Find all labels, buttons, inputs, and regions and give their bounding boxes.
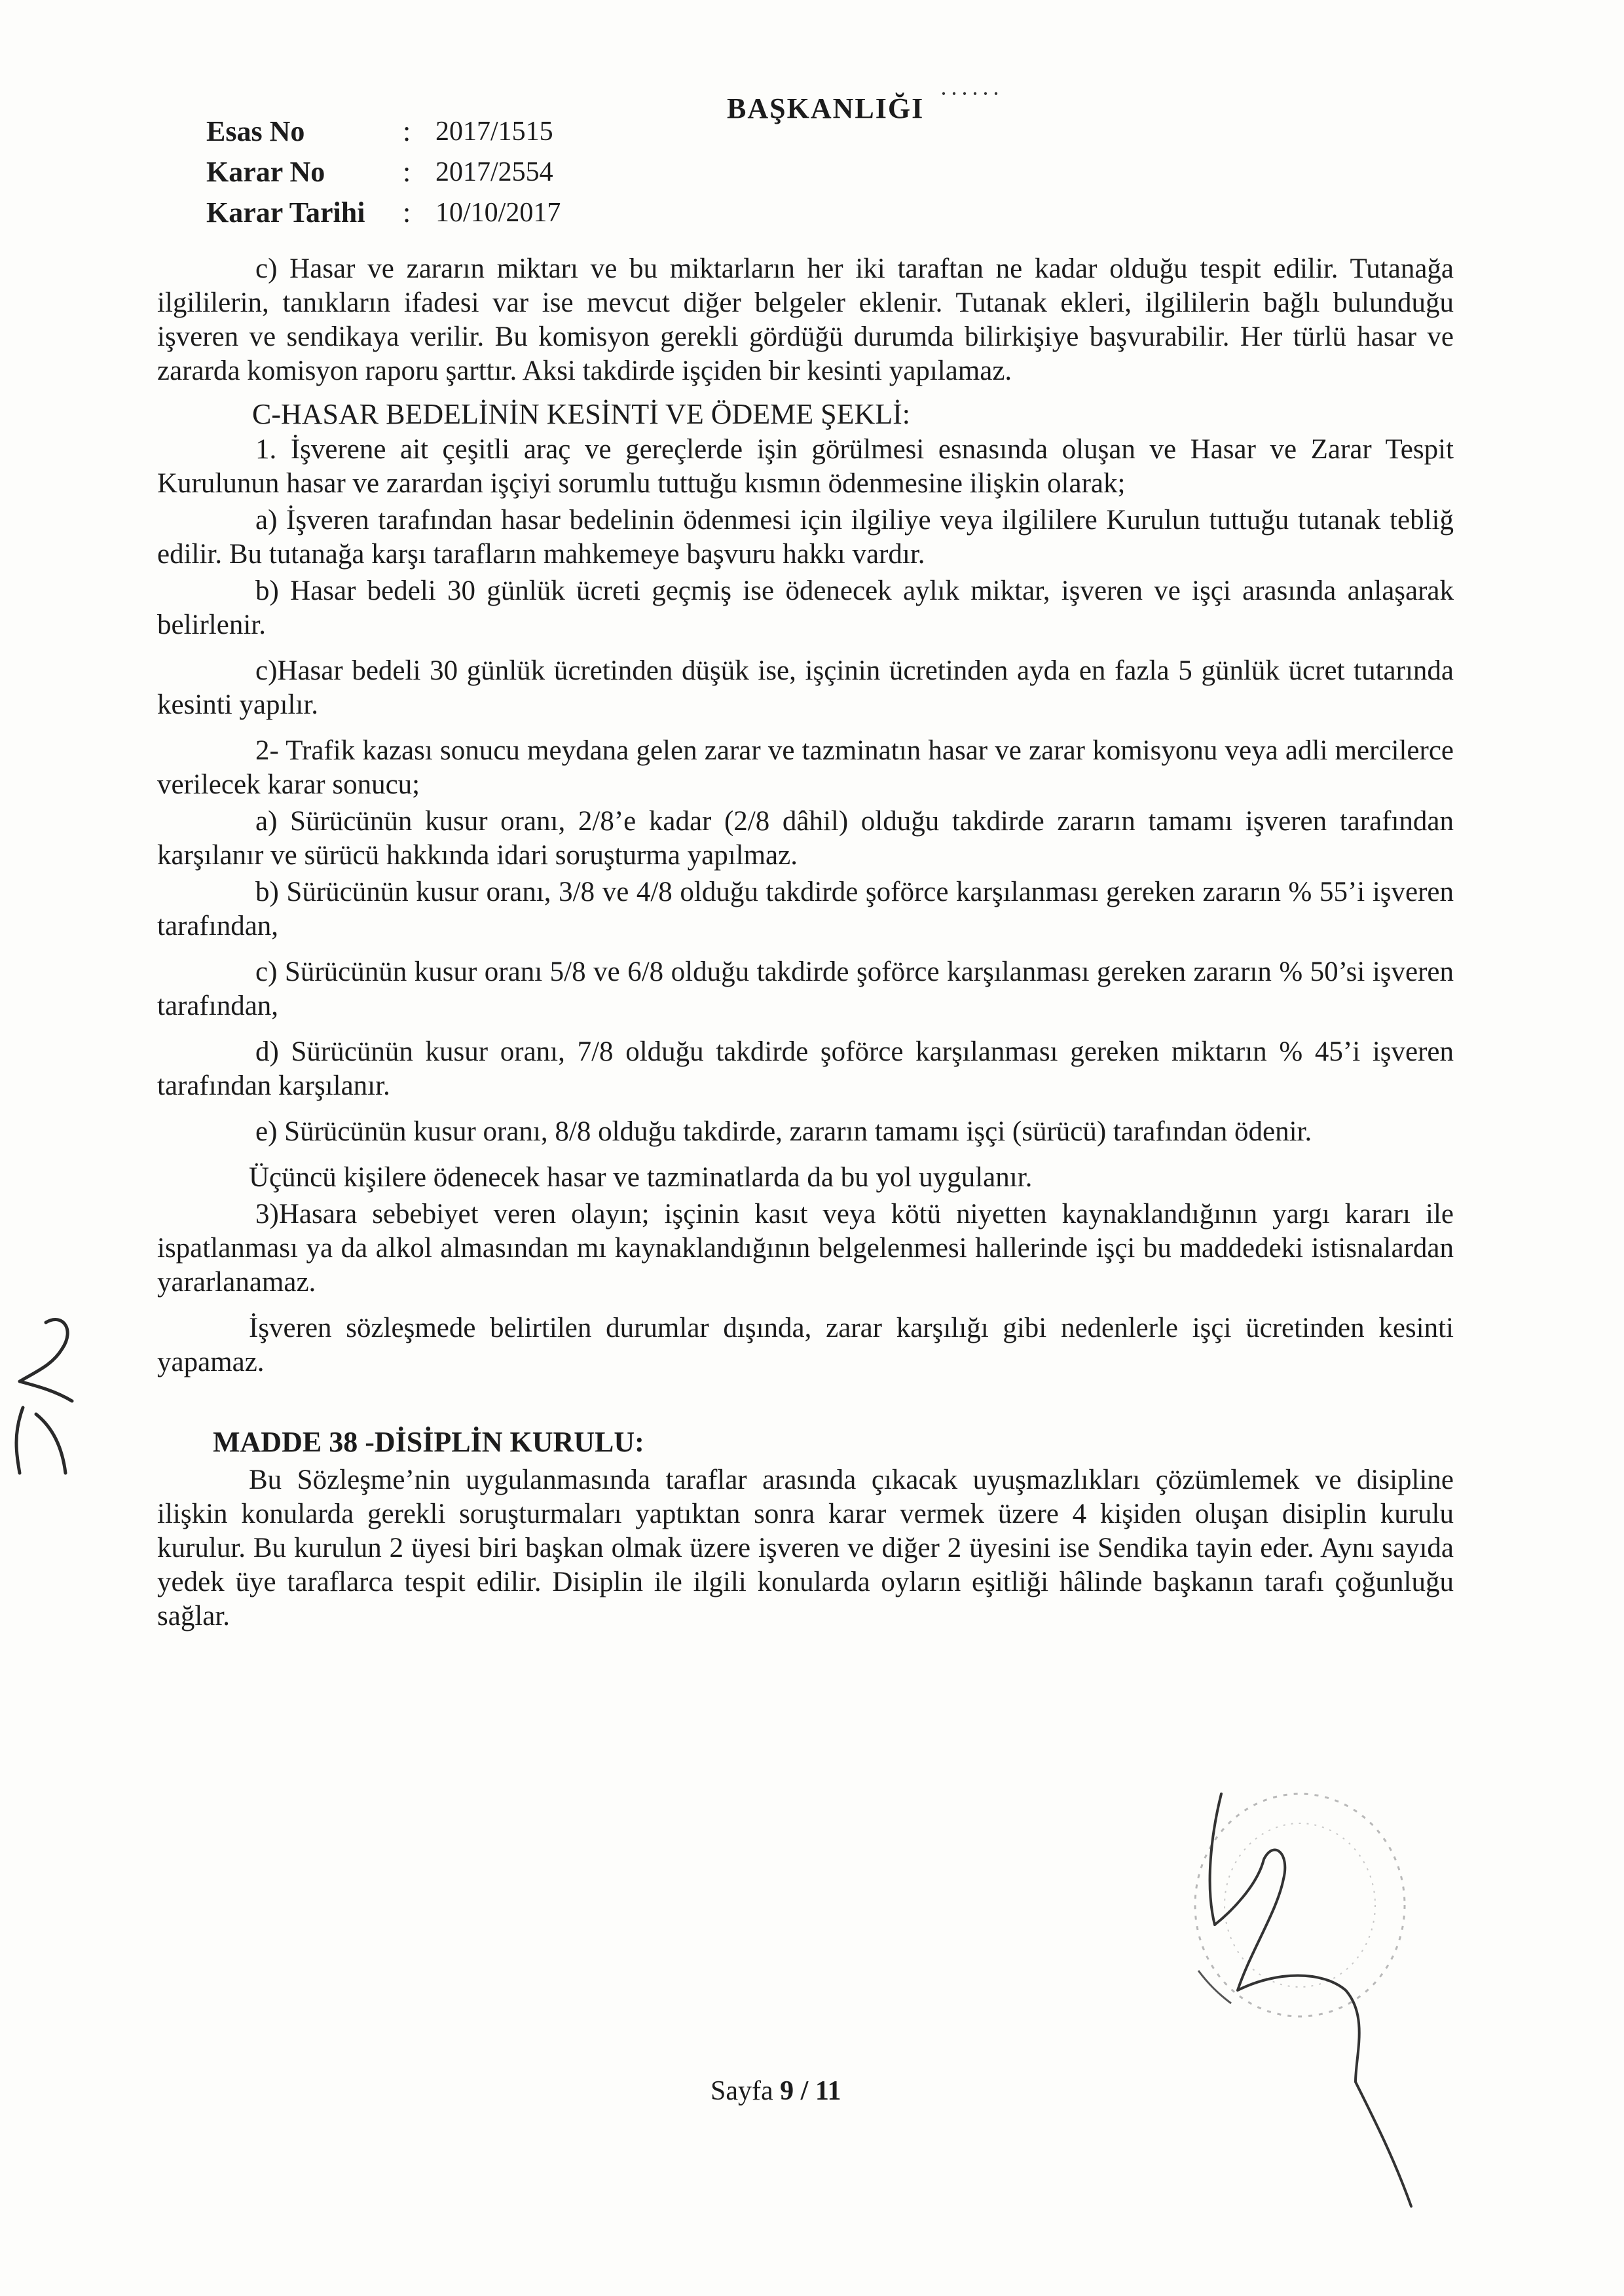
decision-date-row: [206, 192, 561, 233]
document-body: [157, 252, 1454, 1636]
case-number-label: Esas No: [206, 115, 305, 147]
paragraph-item-1c: c)Hasar bedeli 30 günlük ücretinden düşük ise, işçinin ücretinden ayda en fazla 5 günlük ücret tutarında kesinti yapılır.: [157, 655, 1454, 720]
paragraph-item-2c: c) Sürücünün kusur oranı 5/8 ve 6/8 olduğu takdirde şoförce karşılanması gereken zararın % 50’si işveren tarafından,: [157, 957, 1454, 1021]
stamp-signature: [1159, 1755, 1434, 2213]
page-sep: /: [794, 2076, 815, 2106]
paragraph-item-2e: e) Sürücünün kusur oranı, 8/8 olduğu takdirde, zararın tamamı işçi (sürücü) tarafından ödenir.: [255, 1116, 1312, 1147]
page-current: 9: [780, 2076, 794, 2106]
paragraph-madde-38: Bu Sözleşme’nin uygulanmasında taraflar arasında çıkacak uyuşmazlıkları çözümlemek ve disipline ilişkin konularda gerekli soruşturmaları yaptıktan sonra karar vermek üzere 4 kişiden oluşan disiplin kurulu kurulur. Bu kurulun 2 üyesi biri başkan olmak üzere işveren ve diğer 2 üyesini ise Sendika tayin eder. Aynı sayıda yedek üye taraflarca tespit edilir. Disiplin ile ilgili konularda oyların eşitliği hâlinde başkanın tarafı çoğunluğu sağlar.: [157, 1465, 1454, 1631]
decision-date-label: Karar Tarihi: [206, 196, 365, 228]
decision-number-label: Karar No: [206, 156, 325, 188]
office-title: BAŞKANLIĞI: [727, 92, 925, 124]
paragraph-c: c) Hasar ve zararın miktarı ve bu miktarların her iki taraftan ne kadar olduğu tespit edilir. Tutanağa ilgililerin, tanıkların ifadesi var ise mevcut diğer belgeler eklenir. Tutanak ekleri, ilgililerin bağlı bulunduğu işveren ve sendikaya verilir. Bu komisyon gerekli gördüğü durumda bilirkişiye başvurabilir. Her türlü hasar ve zararda komisyon raporu şarttır. Aksi takdirde işçiden bir kesinti yapılamaz.: [157, 253, 1454, 386]
margin-initial-signature: [0, 1309, 105, 1480]
paragraph-item-2d: d) Sürücünün kusur oranı, 7/8 olduğu takdirde şoförce karşılanması gereken miktarın % 45’i işveren tarafından karşılanır.: [157, 1036, 1454, 1101]
paragraph-item-2: 2- Trafik kazası sonucu meydana gelen zarar ve tazminatın hasar ve zarar komisyonu veya adli mercilerce verilecek karar sonucu;: [157, 735, 1454, 800]
decision-date-sep: :: [403, 196, 411, 228]
case-number-sep: :: [403, 115, 411, 147]
header-top-mark: ······: [940, 81, 1003, 107]
paragraph-item-2a: a) Sürücünün kusur oranı, 2/8’e kadar (2/8 dâhil) olduğu takdirde zararın tamamı işveren tarafından karşılanır ve sürücü hakkında idari soruşturma yapılmaz.: [157, 806, 1454, 871]
decision-number-value: 2017/2554: [435, 157, 553, 187]
paragraph-item-2b: b) Sürücünün kusur oranı, 3/8 ve 4/8 olduğu takdirde şoförce karşılanması gereken zararın % 55’i işveren tarafından,: [157, 877, 1454, 941]
page-number: [710, 2075, 841, 2107]
decision-number-sep: :: [403, 156, 411, 188]
madde-38-title: MADDE 38 -DİSİPLİN KURULU:: [213, 1426, 644, 1458]
paragraph-employer-note: İşveren sözleşmede belirtilen durumlar dışında, zarar karşılığı gibi nedenlerle işçi ücretinden kesinti yapamaz.: [157, 1313, 1454, 1377]
decision-number-row: [206, 152, 561, 192]
section-c-title: C-HASAR BEDELİNİN KESİNTİ VE ÖDEME ŞEKLİ:: [252, 398, 910, 430]
paragraph-item-1b: b) Hasar bedeli 30 günlük ücreti geçmiş ise ödenecek aylık miktar, işveren ve işçi arasında anlaşarak belirlenir.: [157, 575, 1454, 640]
page-prefix: Sayfa: [710, 2076, 781, 2106]
case-header: [206, 111, 561, 233]
case-number-value: 2017/1515: [435, 117, 553, 147]
page-total: 11: [815, 2076, 841, 2106]
paragraph-item-1: 1. İşverene ait çeşitli araç ve gereçlerde işin görülmesi esnasında oluşan ve Hasar ve Zarar Tespit Kurulunun hasar ve zarardan işçiyi sorumlu tuttuğu kısmın ödenmesine ilişkin olarak;: [157, 434, 1454, 499]
paragraph-item-1a: a) İşveren tarafından hasar bedelinin ödenmesi için ilgiliye veya ilgililere Kurulun tuttuğu tutanak tebliğ edilir. Bu tutanağa karşı tarafların mahkemeye başvuru hakkı vardır.: [157, 505, 1454, 570]
decision-date-value: 10/10/2017: [435, 198, 561, 228]
paragraph-third-parties: Üçüncü kişilere ödenecek hasar ve tazminatlarda da bu yol uygulanır.: [249, 1162, 1033, 1193]
paragraph-item-3: 3)Hasara sebebiyet veren olayın; işçinin kasıt veya kötü niyetten kaynaklandığının yargı kararı ile ispatlanması ya da alkol almasından mı kaynaklandığının belgelenmesi hallerinde işçi bu maddedeki istisnalardan yararlanamaz.: [157, 1199, 1454, 1298]
case-number-row: [206, 111, 561, 152]
